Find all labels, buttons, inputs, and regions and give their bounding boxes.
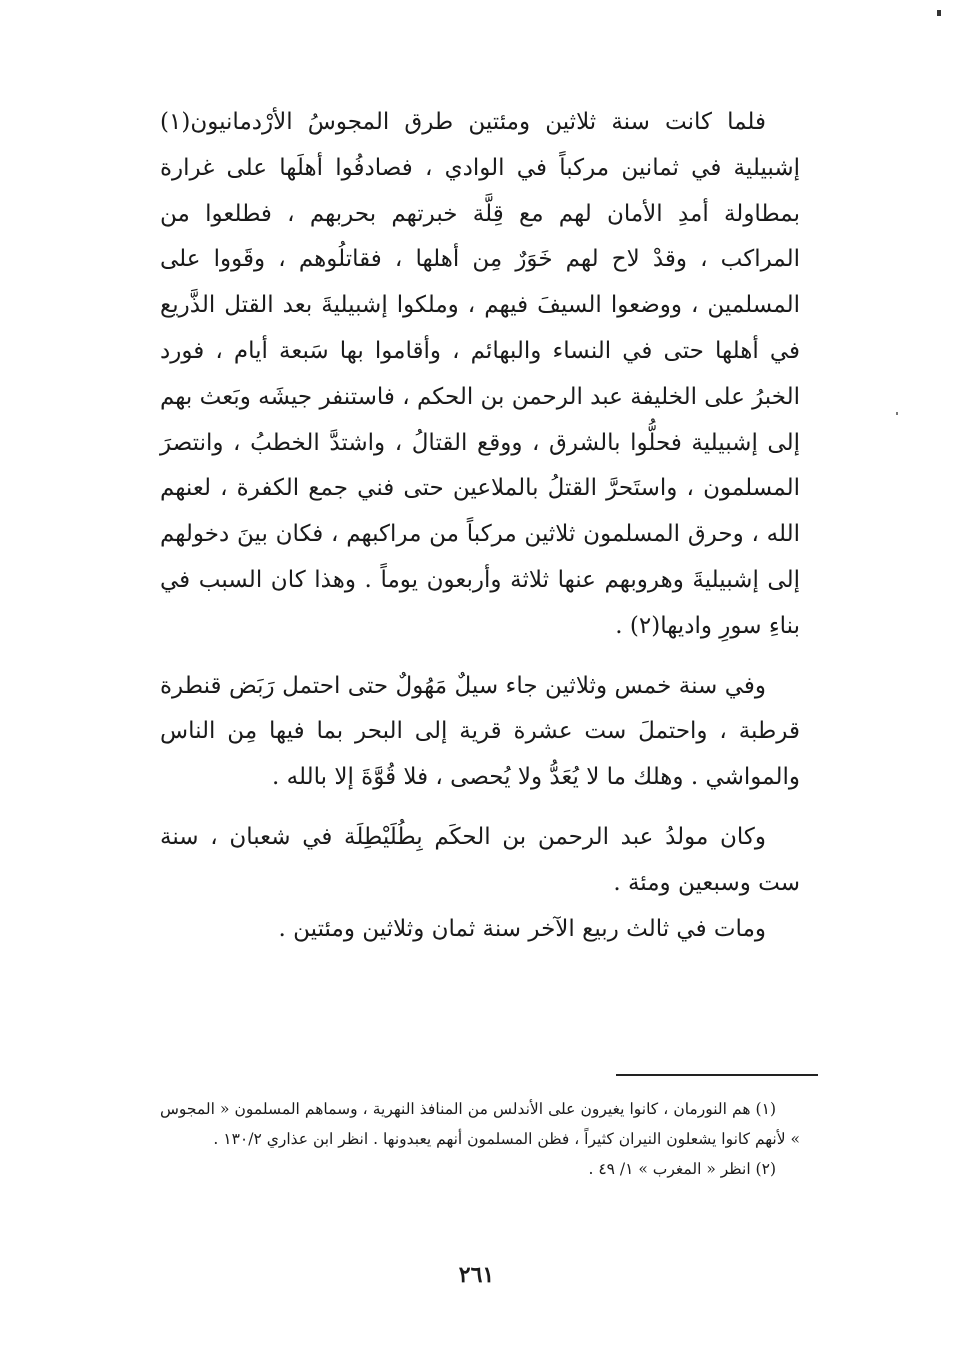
scan-artifact [937,10,941,16]
paragraph-death: ومات في ثالث ربيع الآخر سنة ثمان وثلاثين ومئتين . [278,915,766,942]
footnotes [160,1094,800,1184]
paragraph-birth: وكان مولدُ عبد الرحمن بن الحكَم بِطُلَيْطِلَة في شعبان ، سنة ست وسبعين ومئة . [160,823,800,896]
scan-artifact [896,412,898,415]
body-text [160,100,800,952]
paragraph-invasion: فلما كانت سنة ثلاثين ومئتين طرق المجوسُ الأرْدمانيون(١) إشبيلية في ثمانين مركباً في الوادي ، فصادفُوا أهلَها على غرارة بمطاولة أمدِ الأمان لهم مع قِلَّة خبرتهم بحربهم ، فطلعوا من المراكب ، وقدْ لاح لهم خَوَرٌ مِن أهلها ، فقاتلُوهم ، وقَووا على المسلمين ، ووضعوا السيفَ فيهم ، وملكوا إشبيليةَ بعد القتل الذَّريع في أهلها حتى في النساء والبهائم ، وأقاموا بها سَبعة أيام ، فورد الخبرُ على الخليفة عبد الرحمن بن الحكم ، فاستنفر جيشَه وبَعث بهم إلى إشبيلية فحلُّوا بالشرق ، ووقع القتالُ ، واشتدَّ الخطبُ ، وانتصرَ المسلمون ، واستَحرَّ القتلُ بالملاعين حتى فني جمع الكفرة ، لعنهم الله ، وحرق المسلمون ثلاثين مركباً من مراكبهم ، فكان بينَ دخولهم إلى إشبيليةَ وهروبهم عنها ثلاثة وأربعون يوماً . وهذا كان السبب في بناءِ سورِ واديها(٢) . [160,109,800,639]
paragraph-flood: وفي سنة خمس وثلاثين جاء سيلٌ مَهُولٌ حتى احتمل رَبَض قنطرة قرطبة ، واحتملَ ست عشرة قرية إلى البحر بما فيها مِن الناس والمواشي . وهلك ما لا يُعَدُّ ولا يُحصى ، فلا قُوَّةَ إلا بالله . [160,672,800,791]
footnote-2: (٢) انظر « المغرب » ١/ ٤٩ . [588,1160,776,1178]
page-number: ٢٦١ [458,1262,495,1288]
footnote-separator [616,1074,818,1076]
footnote-1: (١) هم النورمان ، كانوا يغيرون على الأندلس من المنافذ النهرية ، وسماهم المسلمون « المجوس » لأنهم كانوا يشعلون النيران كثيراً ، فظن المسلمون أنهم يعبدونها . انظر ابن عذاري ١٣٠/٢ . [160,1100,800,1148]
